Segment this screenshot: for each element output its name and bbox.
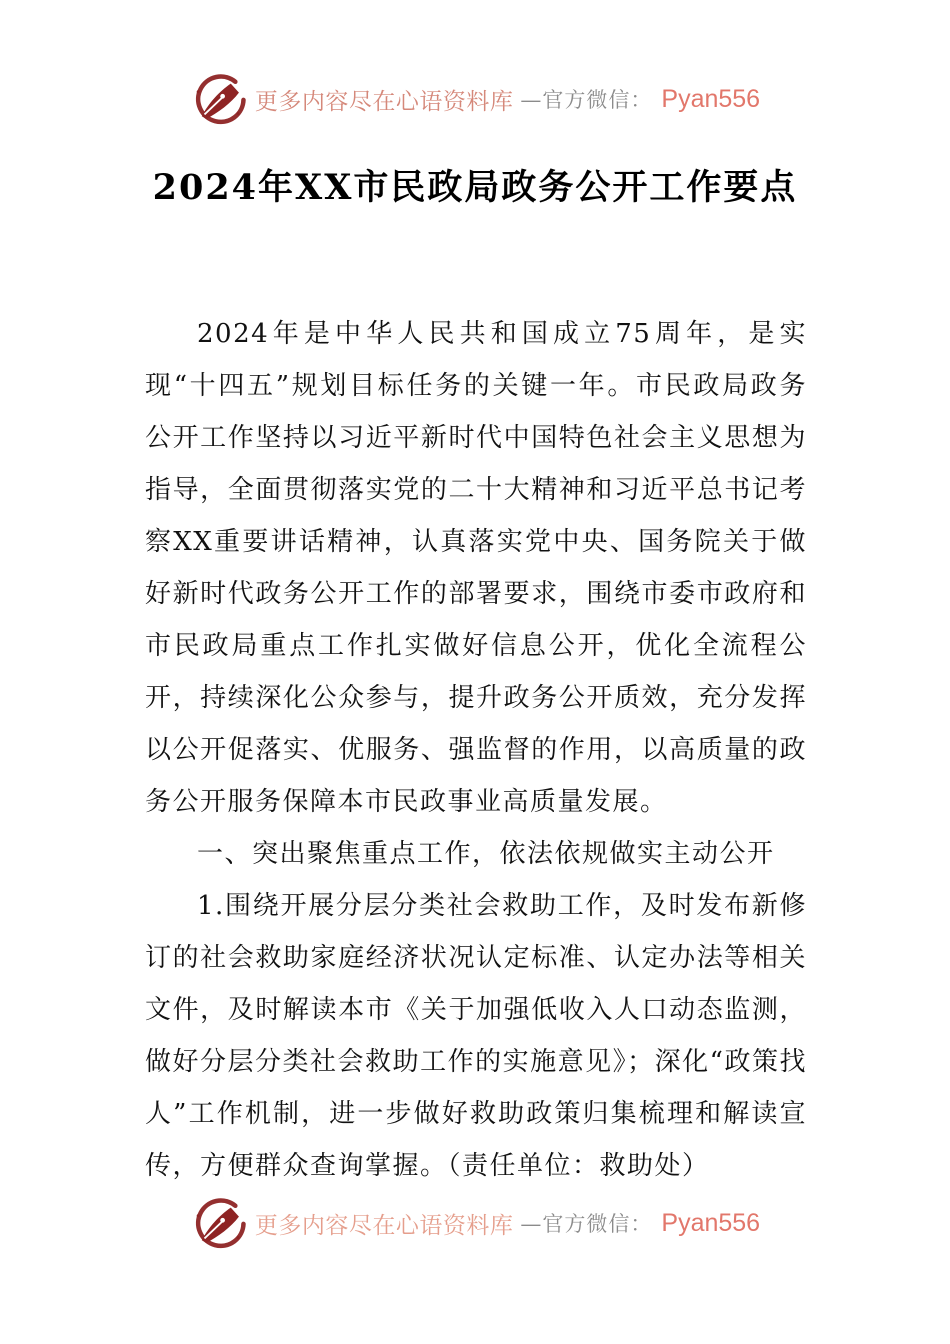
paragraph-item-1: 1.围绕开展分层分类社会救助工作，及时发布新修订的社会救助家庭经济状况认定标准、认定办法等相关文件，及时解读本市《关于加强低收入人口动态监测，做好分层分类社会救助工作的实施意见》；深化“政策找人”工作机制，进一步做好救助政策归集梳理和解读宣传，方便群众查询掌握。（责任单位：救助处） xyxy=(145,891,807,1181)
pen-swirl-logo-icon xyxy=(190,68,248,130)
pen-swirl-logo-icon xyxy=(190,1192,248,1254)
wechat-id: Pyan556 xyxy=(661,84,761,113)
brand-text: 更多内容尽在心语资料库 xyxy=(254,1212,514,1239)
document-body xyxy=(145,308,807,1192)
wechat-id: Pyan556 xyxy=(661,1208,761,1237)
wechat-label: —官方微信： xyxy=(520,1212,653,1236)
wechat-label: —官方微信： xyxy=(520,88,653,112)
section-heading: 一、突出聚焦重点工作，依法依规做实主动公开 xyxy=(197,839,775,869)
paragraph-intro: 2024年是中华人民共和国成立75周年，是实现“十四五”规划目标任务的关键一年。市民政局政务公开工作坚持以习近平新时代中国特色社会主义思想为指导，全面贯彻落实党的二十大精神和习近平总书记考察XX重要讲话精神，认真落实党中央、国务院关于做好新时代政务公开工作的部署要求，围绕市委市政府和市民政局重点工作扎实做好信息公开，优化全流程公开，持续深化公众参与，提升政务公开质效，充分发挥以公开促落实、优服务、强监督的作用，以高质量的政务公开服务保障本市民政事业高质量发展。 xyxy=(145,319,807,817)
brand-footer xyxy=(0,1192,950,1254)
brand-text: 更多内容尽在心语资料库 xyxy=(254,88,514,115)
document-title: 2024年XX市民政局政务公开工作要点 xyxy=(152,167,798,208)
brand-header xyxy=(0,68,950,130)
